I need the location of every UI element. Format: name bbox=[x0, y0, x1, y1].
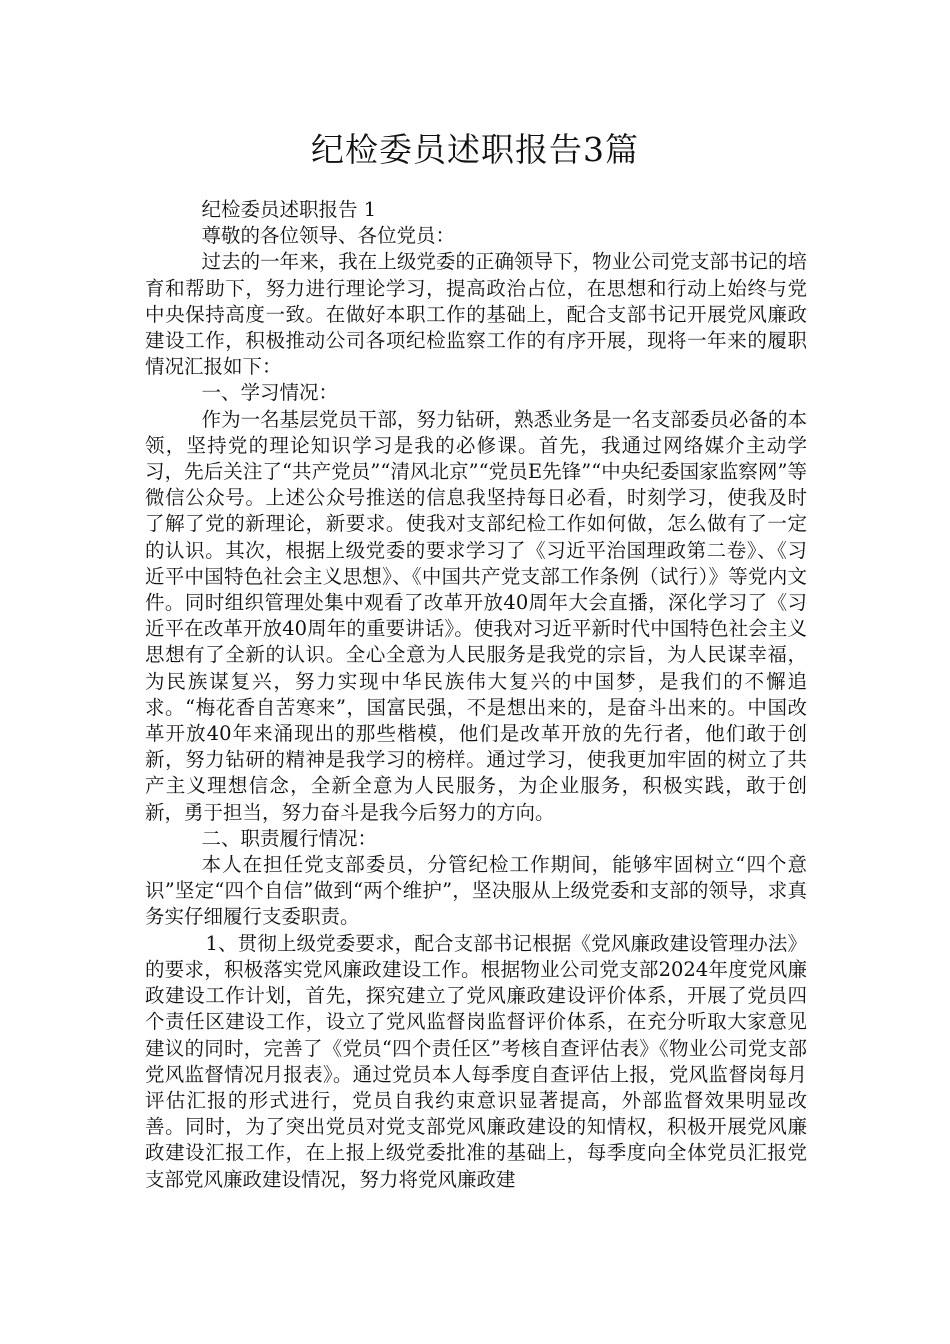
section-heading-study: 一、学习情况： bbox=[201, 381, 339, 405]
paragraph-study: 作为一名基层党员干部，努力钻研，熟悉业务是一名支部委员必备的本领，坚持党的理论知识学习是我的必修课。首先，我通过网络媒介主动学习，先后关注了“共产党员”“清风北京”“党员E先锋”“中央纪委国家监察网”等微信公众号。上述公众号推送的信息我坚持每日必看，时刻学习，使我及时了解了党的新理论，新要求。使我对支部纪检工作如何做，怎么做有了一定的认识。其次，根据上级党委的要求学习了《习近平治国理政第二卷》、《习近平中国特色社会主义思想》、《中国共产党支部工作条例（试行）》等党内文件。同时组织管理处集中观看了改革开放40周年大会直播，深化学习了《习近平在改革开放40周年的重要讲话》。使我对习近平新时代中国特色社会主义思想有了全新的认识。全心全意为人民服务是我党的宗旨，为人民谋幸福，为民族谋复兴，努力实现中华民族伟大复兴的中国梦，是我们的不懈追求。“梅花香自苦寒来”，国富民强，不是想出来的，是奋斗出来的。中国改革开放40年来涌现出的那些楷模，他们是改革开放的先行者，他们敢于创新，努力钻研的精神是我学习的榜样。通过学习，使我更加牢固的树立了共产主义理想信念，全新全意为人民服务，为企业服务，积极实践，敢于创新，勇于担当，努力奋斗是我今后努力的方向。 bbox=[145, 407, 807, 824]
report-subtitle: 纪检委员述职报告 1 bbox=[201, 198, 377, 221]
section-heading-duties: 二、职责履行情况： bbox=[201, 826, 378, 850]
document-title: 纪检委员述职报告3篇 bbox=[311, 130, 639, 169]
greeting: 尊敬的各位领导、各位党员： bbox=[201, 224, 456, 248]
paragraph-duty-item-1: 1、贯彻上级党委要求，配合支部书记根据《党风廉政建设管理办法》的要求，积极落实党风廉政建设工作。根据物业公司党支部2024年度党风廉政建设工作计划，首先，探究建立了党风廉政建设评价体系，开展了党员四个责任区建设工作，设立了党风监督岗监督评价体系，在充分听取大家意见建议的同时，完善了《党员“四个责任区”考核自查评估表》《物业公司党支部党风监督情况月报表》。通过党员本人每季度自查评估上报，党风监督岗每月评估汇报的形式进行，党员自我约束意识显著提高，外部监督效果明显改善。同时，为了突出党员对党支部党风廉政建设的知情权，积极开展党风廉政建设汇报工作，在上报上级党委批准的基础上，每季度向全体党员汇报党支部党风廉政建设情况，努力将党风廉政建 bbox=[145, 931, 807, 1191]
paragraph-intro: 过去的一年来，我在上级党委的正确领导下，物业公司党支部书记的培育和帮助下，努力进行理论学习，提高政治占位，在思想和行动上始终与党中央保持高度一致。在做好本职工作的基础上，配合支部书记开展党风廉政建设工作，积极推动公司各项纪检监察工作的有序开展，现将一年来的履职情况汇报如下： bbox=[145, 250, 807, 379]
document-body bbox=[145, 197, 807, 1193]
paragraph-duties: 本人在担任党支部委员，分管纪检工作期间，能够牢固树立“四个意识”坚定“四个自信”做到“两个维护”，坚决服从上级党委和支部的领导，求真务实仔细履行支委职责。 bbox=[145, 853, 807, 929]
